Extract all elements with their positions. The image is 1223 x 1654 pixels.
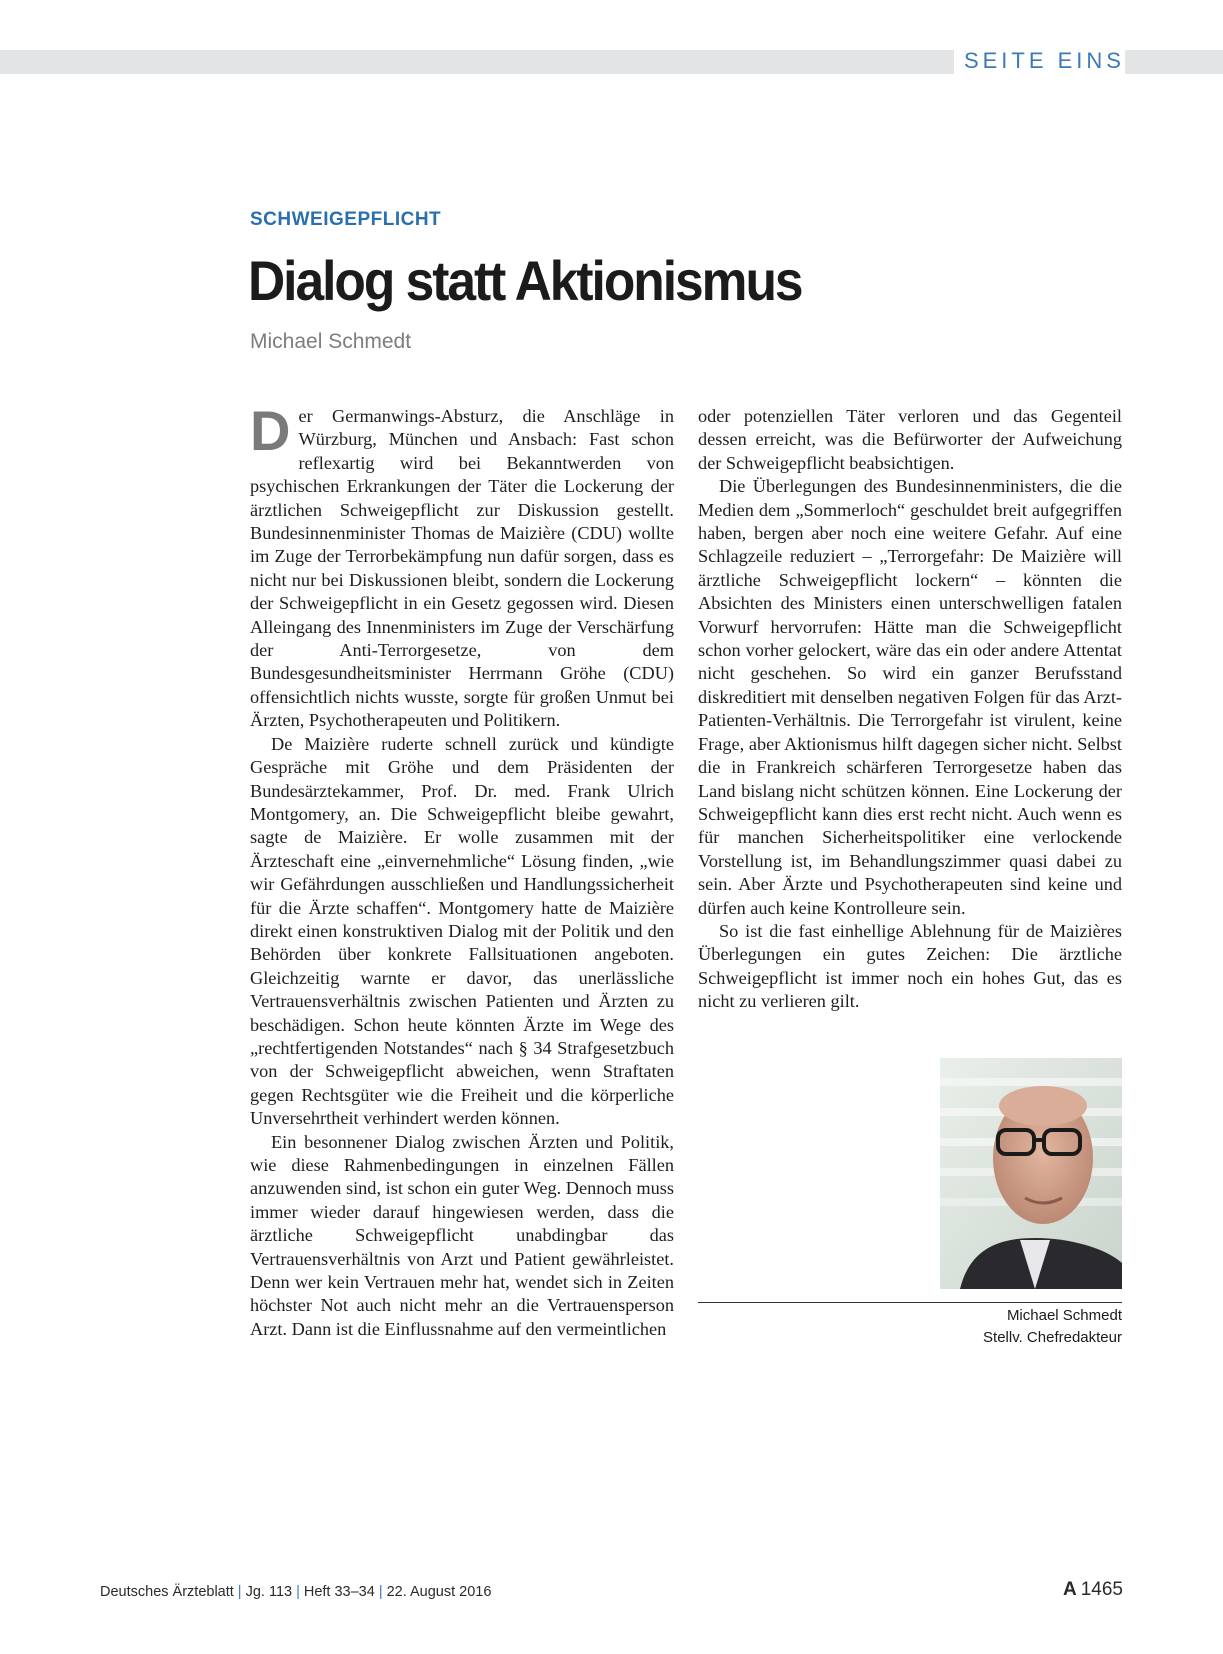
caption-divider xyxy=(698,1302,1122,1303)
footer-date: 22. August 2016 xyxy=(386,1584,492,1600)
footer-publication: Deutsches Ärzteblatt xyxy=(100,1584,234,1600)
paragraph-text: er Germanwings-Absturz, die Anschläge in Würzburg, München und Ansbach: Fast schon reflexartig wird bei Bekanntwerden von psychischen Erkrankungen der Täter die Lockerung der ärztlichen Schweigepflicht zur Diskussion gestellt. Bundesinnenminister Thomas de Maizière (CDU) wollte im Zuge der Terrorbekämpfung nun dafür sorgen, dass es nicht nur bei Diskussionen bleibt, sondern die Lockerung der Schweigepflicht in ein Gesetz gegossen wird. Diesen Alleingang des Innenministers im Zuge der Verschärfung der Anti-Terrorgesetze, von dem Bundesgesundheitsminister Herrmann Gröhe (CDU) offensichtlich nichts wusste, sorgte für großen Unmut bei Ärzten, Psychotherapeuten und Politikern. xyxy=(250,406,674,731)
page-prefix: A xyxy=(1062,1579,1077,1600)
drop-cap: D xyxy=(250,399,291,462)
article-paragraph: De Maizière ruderte schnell zurück und kündigte Gespräche mit Gröhe und dem Präsidenten der Bundesärztekammer, Prof. Dr. med. Frank Ulrich Montgomery, an. Die Schweigepflicht bleibe gewahrt, sagte de Maizière. Er wolle zusammen mit der Ärzteschaft eine „einvernehmliche“ Lösung finden, „wie wir Gefährdungen ausschließen und Handlungssicherheit für die Ärzte schaffen“. Montgomery hatte de Maizière direkt einen konstruktiven Dialog mit der Politik und den Behörden über konkrete Fallsituationen angeboten. Gleichzeitig warnte er davor, das unerlässliche Vertrauensverhältnis zwischen Patienten und Ärzten zu beschädigen. Schon heute könnten Ärzte im Wege des „rechtfertigenden Notstandes“ nach § 34 Strafgesetzbuch von der Schweigepflicht abweichen, wenn Straftaten gegen Rechtsgüter wie die Freiheit und die körperliche Unversehrtheit verhindert werden können. xyxy=(250,733,674,1129)
author-role: Stellv. Chefredakteur xyxy=(983,1329,1122,1346)
author-caption xyxy=(983,1305,1122,1349)
author-photo xyxy=(940,1058,1122,1289)
author-name: Michael Schmedt xyxy=(1006,1307,1122,1324)
article-paragraph: Ein besonnener Dialog zwischen Ärzten und Politik, wie diese Rahmenbedingungen in einzelnen Fällen anzuwenden sind, ist schon ein guter Weg. Dennoch muss immer wieder darauf hingewiesen werden, dass die ärztliche Schweigepflicht unabdingbar das Vertrauensverhältnis von Arzt und Patient gewährleistet. Denn wer kein Vertrauen mehr hat, wendet sich in Zeiten höchster Not auch nicht mehr an die Vertrauensperson Arzt. Dann ist die Einflussnahme auf den vermeintlichen xyxy=(250,1131,674,1339)
article-kicker: SCHWEIGEPFLICHT xyxy=(250,209,442,230)
section-label: SEITE EINS xyxy=(954,45,1125,77)
article-paragraph: Die Überlegungen des Bundesinnenministers, die die Medien dem „Sommerloch“ geschuldet breit aufgegriffen haben, bergen aber noch eine weitere Gefahr. Auf eine Schlagzeile reduziert – „Terrorgefahr: De Maizière will ärztliche Schweigepflicht lockern“ – könnten die Absichten des Ministers einen unterschwelligen fatalen Vorwurf hervorrufen: Hätte man die Schweigepflicht schon vorher gelockert, wäre das ein oder andere Attentat nicht geschehen. So wird ein ganzer Berufsstand diskreditiert mit denselben negativen Folgen für das Arzt-Patienten-Verhältnis. Die Terrorgefahr ist virulent, keine Frage, aber Aktionismus hilft dagegen sicher nicht. Selbst die in Frankreich schärferen Terrorgesetze haben das Land bislang nicht schützen können. Eine Lockerung der Schweigepflicht kann dies erst recht nicht. Auch wenn es für manchen Sicherheitspolitiker eine verlockende Vorstellung ist, im Behandlungszimmer quasi dabei zu sein. Aber Ärzte und Psychotherapeuten sind keine und dürfen auch keine Kontrolleure sein. xyxy=(698,476,1122,918)
footer-issue: Heft 33–34 xyxy=(303,1584,375,1600)
article-column-right xyxy=(698,405,1122,1014)
page-number-value: 1465 xyxy=(1080,1579,1123,1600)
article-column-left xyxy=(250,399,674,1341)
article-headline: Dialog statt Aktionismus xyxy=(248,249,802,312)
footer-separator: | xyxy=(237,1584,242,1600)
article-paragraph: oder potenziellen Täter verloren und das Gegenteil dessen erreicht, was die Befürworter der Aufweichung der Schweigepflicht beabsichtigen. xyxy=(698,406,1122,473)
article-paragraph: So ist die fast einhellige Ablehnung für de Maizières Überlegungen ein gutes Zeichen: Die ärztliche Schweigepflicht ist immer noch ein hohes Gut, das es nicht zu verlieren gilt. xyxy=(698,920,1122,1012)
footer-separator: | xyxy=(296,1584,300,1600)
article-byline: Michael Schmedt xyxy=(250,330,412,353)
article-paragraph xyxy=(250,399,674,733)
footer-publication-info xyxy=(100,1584,491,1600)
footer-volume: Jg. 113 xyxy=(245,1584,293,1600)
page-number xyxy=(1063,1579,1123,1601)
footer-separator: | xyxy=(378,1584,383,1600)
